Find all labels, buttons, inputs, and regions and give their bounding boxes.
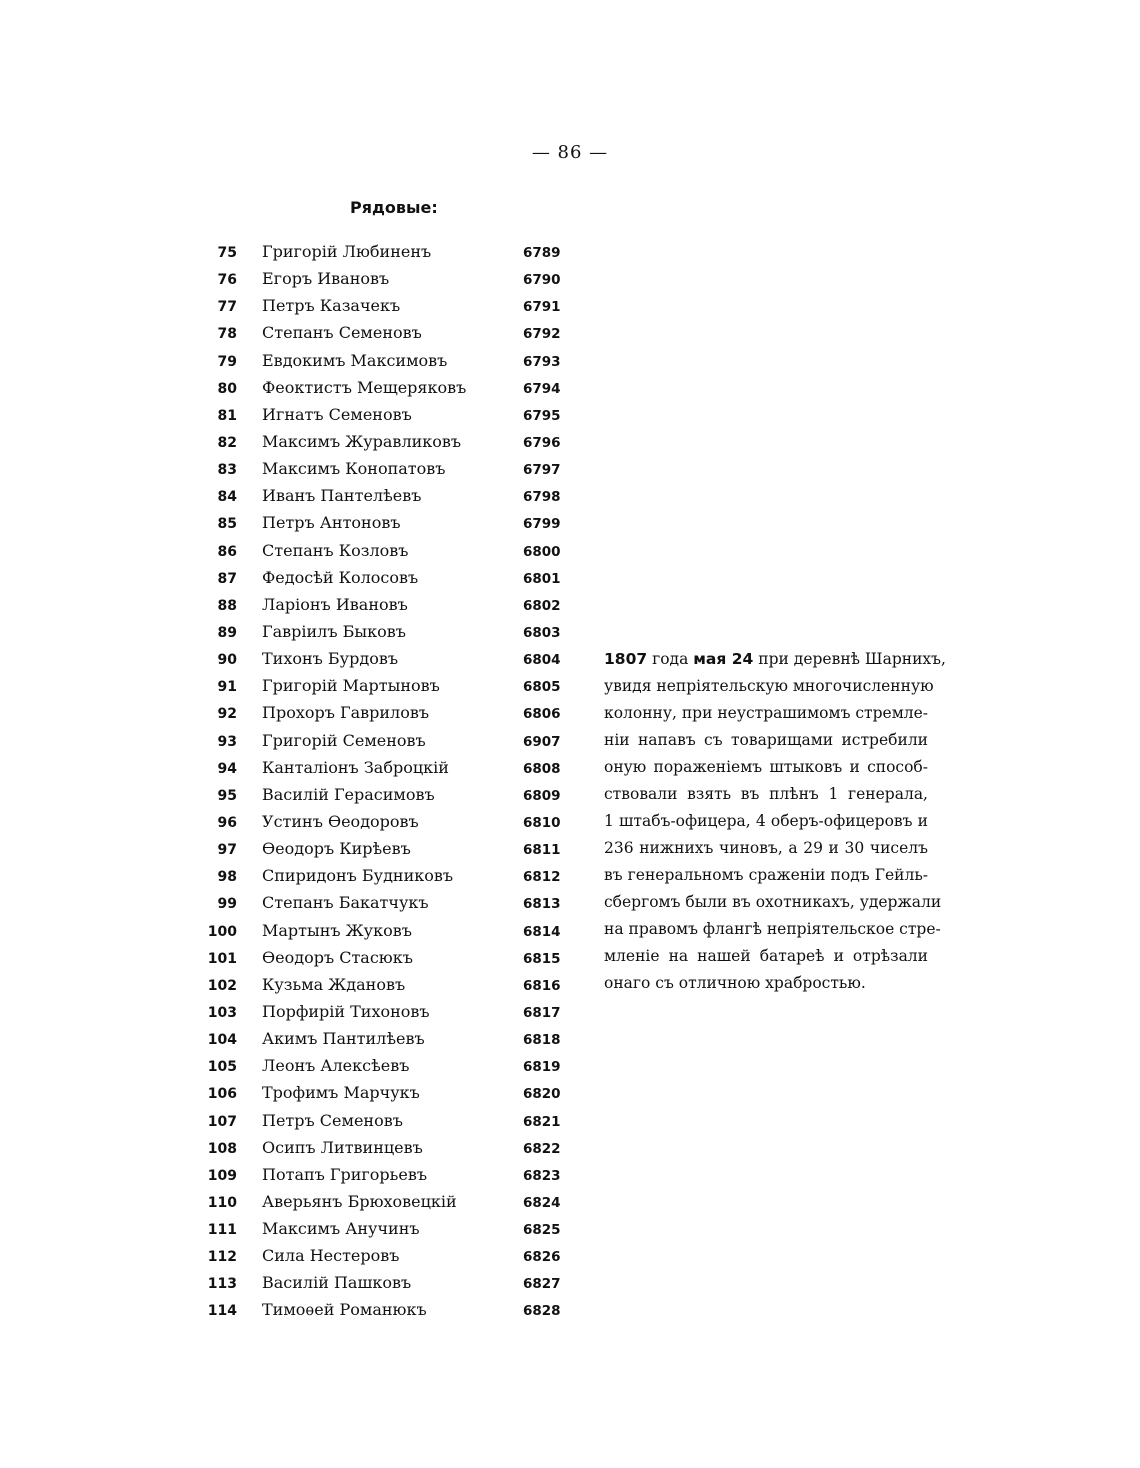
roster-number: 108 — [207, 1140, 237, 1157]
roster-row — [200, 238, 570, 265]
roster-code: 6791 — [523, 299, 561, 316]
roster-name: Феоктистъ Мещеряковъ — [262, 377, 467, 397]
roster-name: Григорій Любиненъ — [262, 242, 432, 261]
roster-number: 76 — [217, 272, 237, 289]
roster-number: 77 — [217, 299, 237, 316]
roster-row — [200, 645, 570, 672]
citation-line: ніи напавъ съ товарищами истребили — [604, 731, 928, 749]
roster-code: 6812 — [523, 869, 561, 886]
roster-code: 6799 — [523, 516, 561, 533]
roster-name: Василій Герасимовъ — [262, 784, 435, 804]
roster-number: 80 — [217, 380, 237, 397]
roster-code: 6816 — [523, 977, 561, 994]
roster-name: Акимъ Пантилѣевъ — [262, 1029, 425, 1049]
roster-row — [200, 319, 570, 346]
roster-name: Федосѣй Колосовъ — [262, 567, 419, 587]
roster-row — [200, 781, 570, 808]
roster-row — [200, 808, 570, 835]
roster-name: Канталіонъ Заброцкій — [262, 757, 449, 777]
roster-code: 6819 — [523, 1059, 561, 1076]
roster-code: 6827 — [523, 1276, 561, 1293]
roster-number: 105 — [207, 1059, 237, 1076]
roster-number: 102 — [207, 977, 237, 994]
roster-code: 6824 — [523, 1194, 561, 1211]
citation-line: ствовали взять въ плѣнъ 1 генерала, — [604, 785, 928, 803]
roster-code: 6823 — [523, 1167, 561, 1184]
roster-code: 6814 — [523, 923, 561, 940]
roster-number: 98 — [217, 869, 237, 886]
citation-line: сбергомъ были въ охотникахъ, удержали — [604, 893, 942, 911]
roster-row — [200, 1079, 570, 1106]
roster-row — [200, 889, 570, 916]
roster-row — [200, 591, 570, 618]
roster-code: 6802 — [523, 597, 561, 614]
roster-number: 91 — [217, 679, 237, 696]
roster-code: 6793 — [523, 353, 561, 370]
roster-name: Тимоѳей Романюкъ — [262, 1300, 427, 1320]
roster-name: Ѳеодоръ Стасюкъ — [262, 947, 413, 967]
roster-name: Максимъ Журавликовъ — [262, 431, 462, 451]
roster-row — [200, 944, 570, 971]
roster-row — [200, 1242, 570, 1269]
roster-number: 83 — [217, 462, 237, 479]
roster-name: Кузьма Ждановъ — [262, 974, 406, 994]
roster-code: 6820 — [523, 1086, 561, 1103]
roster-number: 84 — [217, 489, 237, 506]
roster-name: Евдокимъ Максимовъ — [262, 350, 448, 370]
roster-number: 113 — [207, 1276, 237, 1293]
roster-list — [200, 238, 570, 1324]
roster-name: Максимъ Анучинъ — [262, 1219, 420, 1239]
roster-number: 109 — [207, 1167, 237, 1184]
roster-code: 6821 — [523, 1113, 561, 1130]
roster-number: 86 — [217, 543, 237, 560]
roster-name: Тихонъ Бурдовъ — [262, 649, 399, 669]
roster-row — [200, 1025, 570, 1052]
roster-number: 79 — [217, 353, 237, 370]
roster-row — [200, 265, 570, 292]
page-number: — 86 — — [531, 142, 609, 163]
roster-row — [200, 401, 570, 428]
roster-name: Степанъ Семеновъ — [262, 323, 422, 343]
citation-text — [604, 646, 946, 997]
roster-code: 6801 — [523, 570, 561, 587]
roster-code: 6815 — [523, 950, 561, 967]
roster-code: 6825 — [523, 1222, 561, 1239]
roster-name: Осипъ Литвинцевъ — [262, 1137, 423, 1157]
roster-number: 112 — [207, 1249, 237, 1266]
roster-row — [200, 754, 570, 781]
roster-code: 6810 — [523, 814, 561, 831]
roster-row — [200, 727, 570, 754]
roster-number: 75 — [217, 245, 237, 261]
roster-name: Максимъ Конопатовъ — [262, 459, 446, 479]
roster-number: 97 — [217, 842, 237, 859]
citation-line: 236 нижнихъ чиновъ, а 29 и 30 чиселъ — [604, 839, 928, 857]
roster-name: Прохоръ Гавриловъ — [262, 703, 430, 723]
roster-row — [200, 1161, 570, 1188]
citation-line: оную пораженіемъ штыковъ и способ- — [604, 758, 928, 776]
roster-name: Игнатъ Семеновъ — [262, 404, 412, 424]
citation-line: увидя непріятельскую многочисленную — [604, 677, 934, 695]
citation-line: онаго съ отличною храбростью. — [604, 974, 866, 992]
roster-row — [200, 564, 570, 591]
roster-code: 6798 — [523, 489, 561, 506]
roster-name: Иванъ Пантелѣевъ — [262, 486, 422, 506]
roster-code: 6811 — [523, 842, 561, 859]
roster-number: 90 — [217, 652, 237, 669]
roster-row — [200, 971, 570, 998]
section-heading: Рядовые: — [350, 198, 438, 217]
roster-name: Мартынъ Жуковъ — [262, 920, 412, 940]
roster-code: 6818 — [523, 1032, 561, 1049]
roster-code: 6907 — [523, 733, 561, 750]
roster-row — [200, 347, 570, 374]
roster-row — [200, 1296, 570, 1323]
roster-number: 92 — [217, 706, 237, 723]
roster-row — [200, 374, 570, 401]
citation-line: мленіе на нашей батареѣ и отрѣзали — [604, 947, 928, 965]
roster-number: 85 — [217, 516, 237, 533]
citation-line1-rest: при деревнѣ Шарнихъ, — [758, 650, 946, 668]
roster-number: 114 — [207, 1303, 237, 1320]
roster-row — [200, 835, 570, 862]
roster-number: 95 — [217, 787, 237, 804]
roster-row — [200, 672, 570, 699]
roster-row — [200, 292, 570, 319]
roster-code: 6822 — [523, 1140, 561, 1157]
roster-code: 6806 — [523, 706, 561, 723]
roster-row — [200, 509, 570, 536]
roster-name: Сила Нестеровъ — [262, 1246, 400, 1266]
citation-line: въ генеральномъ сраженіи подъ Гейль- — [604, 866, 928, 884]
roster-number: 88 — [217, 597, 237, 614]
roster-name: Григорій Семеновъ — [262, 730, 426, 750]
roster-code: 6800 — [523, 543, 561, 560]
roster-row — [200, 537, 570, 564]
roster-row — [200, 1188, 570, 1215]
roster-name: Степанъ Бакатчукъ — [262, 893, 429, 913]
roster-code: 6826 — [523, 1249, 561, 1266]
roster-number: 99 — [217, 896, 237, 913]
roster-name: Григорій Мартыновъ — [262, 676, 440, 696]
roster-name: Спиридонъ Будниковъ — [262, 866, 454, 886]
roster-row — [200, 455, 570, 482]
citation-line: 1 штабъ-офицера, 4 оберъ-офицеровъ и — [604, 812, 928, 830]
citation-line: колонну, при неустрашимомъ стремле- — [604, 704, 929, 722]
roster-number: 100 — [207, 923, 237, 940]
roster-code: 6803 — [523, 624, 561, 641]
roster-row — [200, 1134, 570, 1161]
roster-number: 82 — [217, 434, 237, 451]
roster-code: 6817 — [523, 1004, 561, 1021]
roster-number: 93 — [217, 733, 237, 750]
roster-name: Петръ Антоновъ — [262, 513, 401, 533]
roster-number: 106 — [207, 1086, 237, 1103]
roster-row — [200, 998, 570, 1025]
roster-name: Аверьянъ Брюховецкій — [262, 1191, 457, 1211]
roster-row — [200, 1269, 570, 1296]
roster-code: 6804 — [523, 652, 561, 669]
roster-number: 104 — [207, 1032, 237, 1049]
roster-name: Петръ Семеновъ — [262, 1110, 403, 1130]
roster-row — [200, 428, 570, 455]
roster-number: 101 — [207, 950, 237, 967]
roster-name: Василій Пашковъ — [262, 1273, 412, 1293]
roster-row — [200, 917, 570, 944]
roster-number: 87 — [217, 570, 237, 587]
roster-name: Потапъ Григорьевъ — [262, 1164, 428, 1184]
roster-code: 6809 — [523, 787, 561, 804]
roster-number: 110 — [207, 1194, 237, 1211]
roster-row — [200, 482, 570, 509]
roster-name: Ларіонъ Ивановъ — [262, 594, 408, 614]
roster-name: Петръ Казачекъ — [262, 296, 401, 316]
roster-row — [200, 1052, 570, 1079]
citation-year: 1807 — [604, 650, 648, 668]
roster-code: 6797 — [523, 462, 561, 479]
roster-code: 6813 — [523, 896, 561, 913]
roster-row — [200, 1107, 570, 1134]
roster-name: Порфирій Тихоновъ — [262, 1001, 430, 1021]
roster-number: 94 — [217, 760, 237, 777]
citation-line — [604, 646, 946, 673]
roster-name: Степанъ Козловъ — [262, 540, 409, 560]
roster-name: Леонъ Алексѣевъ — [262, 1056, 410, 1076]
roster-number: 78 — [217, 326, 237, 343]
citation-day: мая 24 — [693, 650, 754, 668]
roster-name: Ѳеодоръ Кирѣевъ — [262, 839, 411, 859]
roster-name: Трофимъ Марчукъ — [262, 1083, 420, 1103]
roster-row — [200, 1215, 570, 1242]
roster-code: 6792 — [523, 326, 561, 343]
roster-number: 107 — [207, 1113, 237, 1130]
roster-code: 6795 — [523, 407, 561, 424]
citation-line: на правомъ флангѣ непріятельское стре- — [604, 920, 941, 938]
roster-name: Егоръ Ивановъ — [262, 269, 390, 289]
roster-number: 81 — [217, 407, 237, 424]
roster-code: 6796 — [523, 434, 561, 451]
roster-name: Гавріилъ Быковъ — [262, 621, 406, 641]
roster-code: 6805 — [523, 679, 561, 696]
citation-date-word: года — [652, 650, 689, 668]
roster-code: 6790 — [523, 272, 561, 289]
roster-row — [200, 862, 570, 889]
roster-number: 111 — [207, 1222, 237, 1239]
roster-name: Устинъ Ѳеодоровъ — [262, 811, 419, 831]
roster-number: 89 — [217, 624, 237, 641]
roster-code: 6794 — [523, 380, 561, 397]
roster-number: 96 — [217, 814, 237, 831]
roster-number: 103 — [207, 1004, 237, 1021]
roster-code: 6828 — [523, 1303, 561, 1320]
roster-row — [200, 699, 570, 726]
roster-row — [200, 618, 570, 645]
roster-code: 6808 — [523, 760, 561, 777]
roster-code: 6789 — [523, 245, 561, 261]
